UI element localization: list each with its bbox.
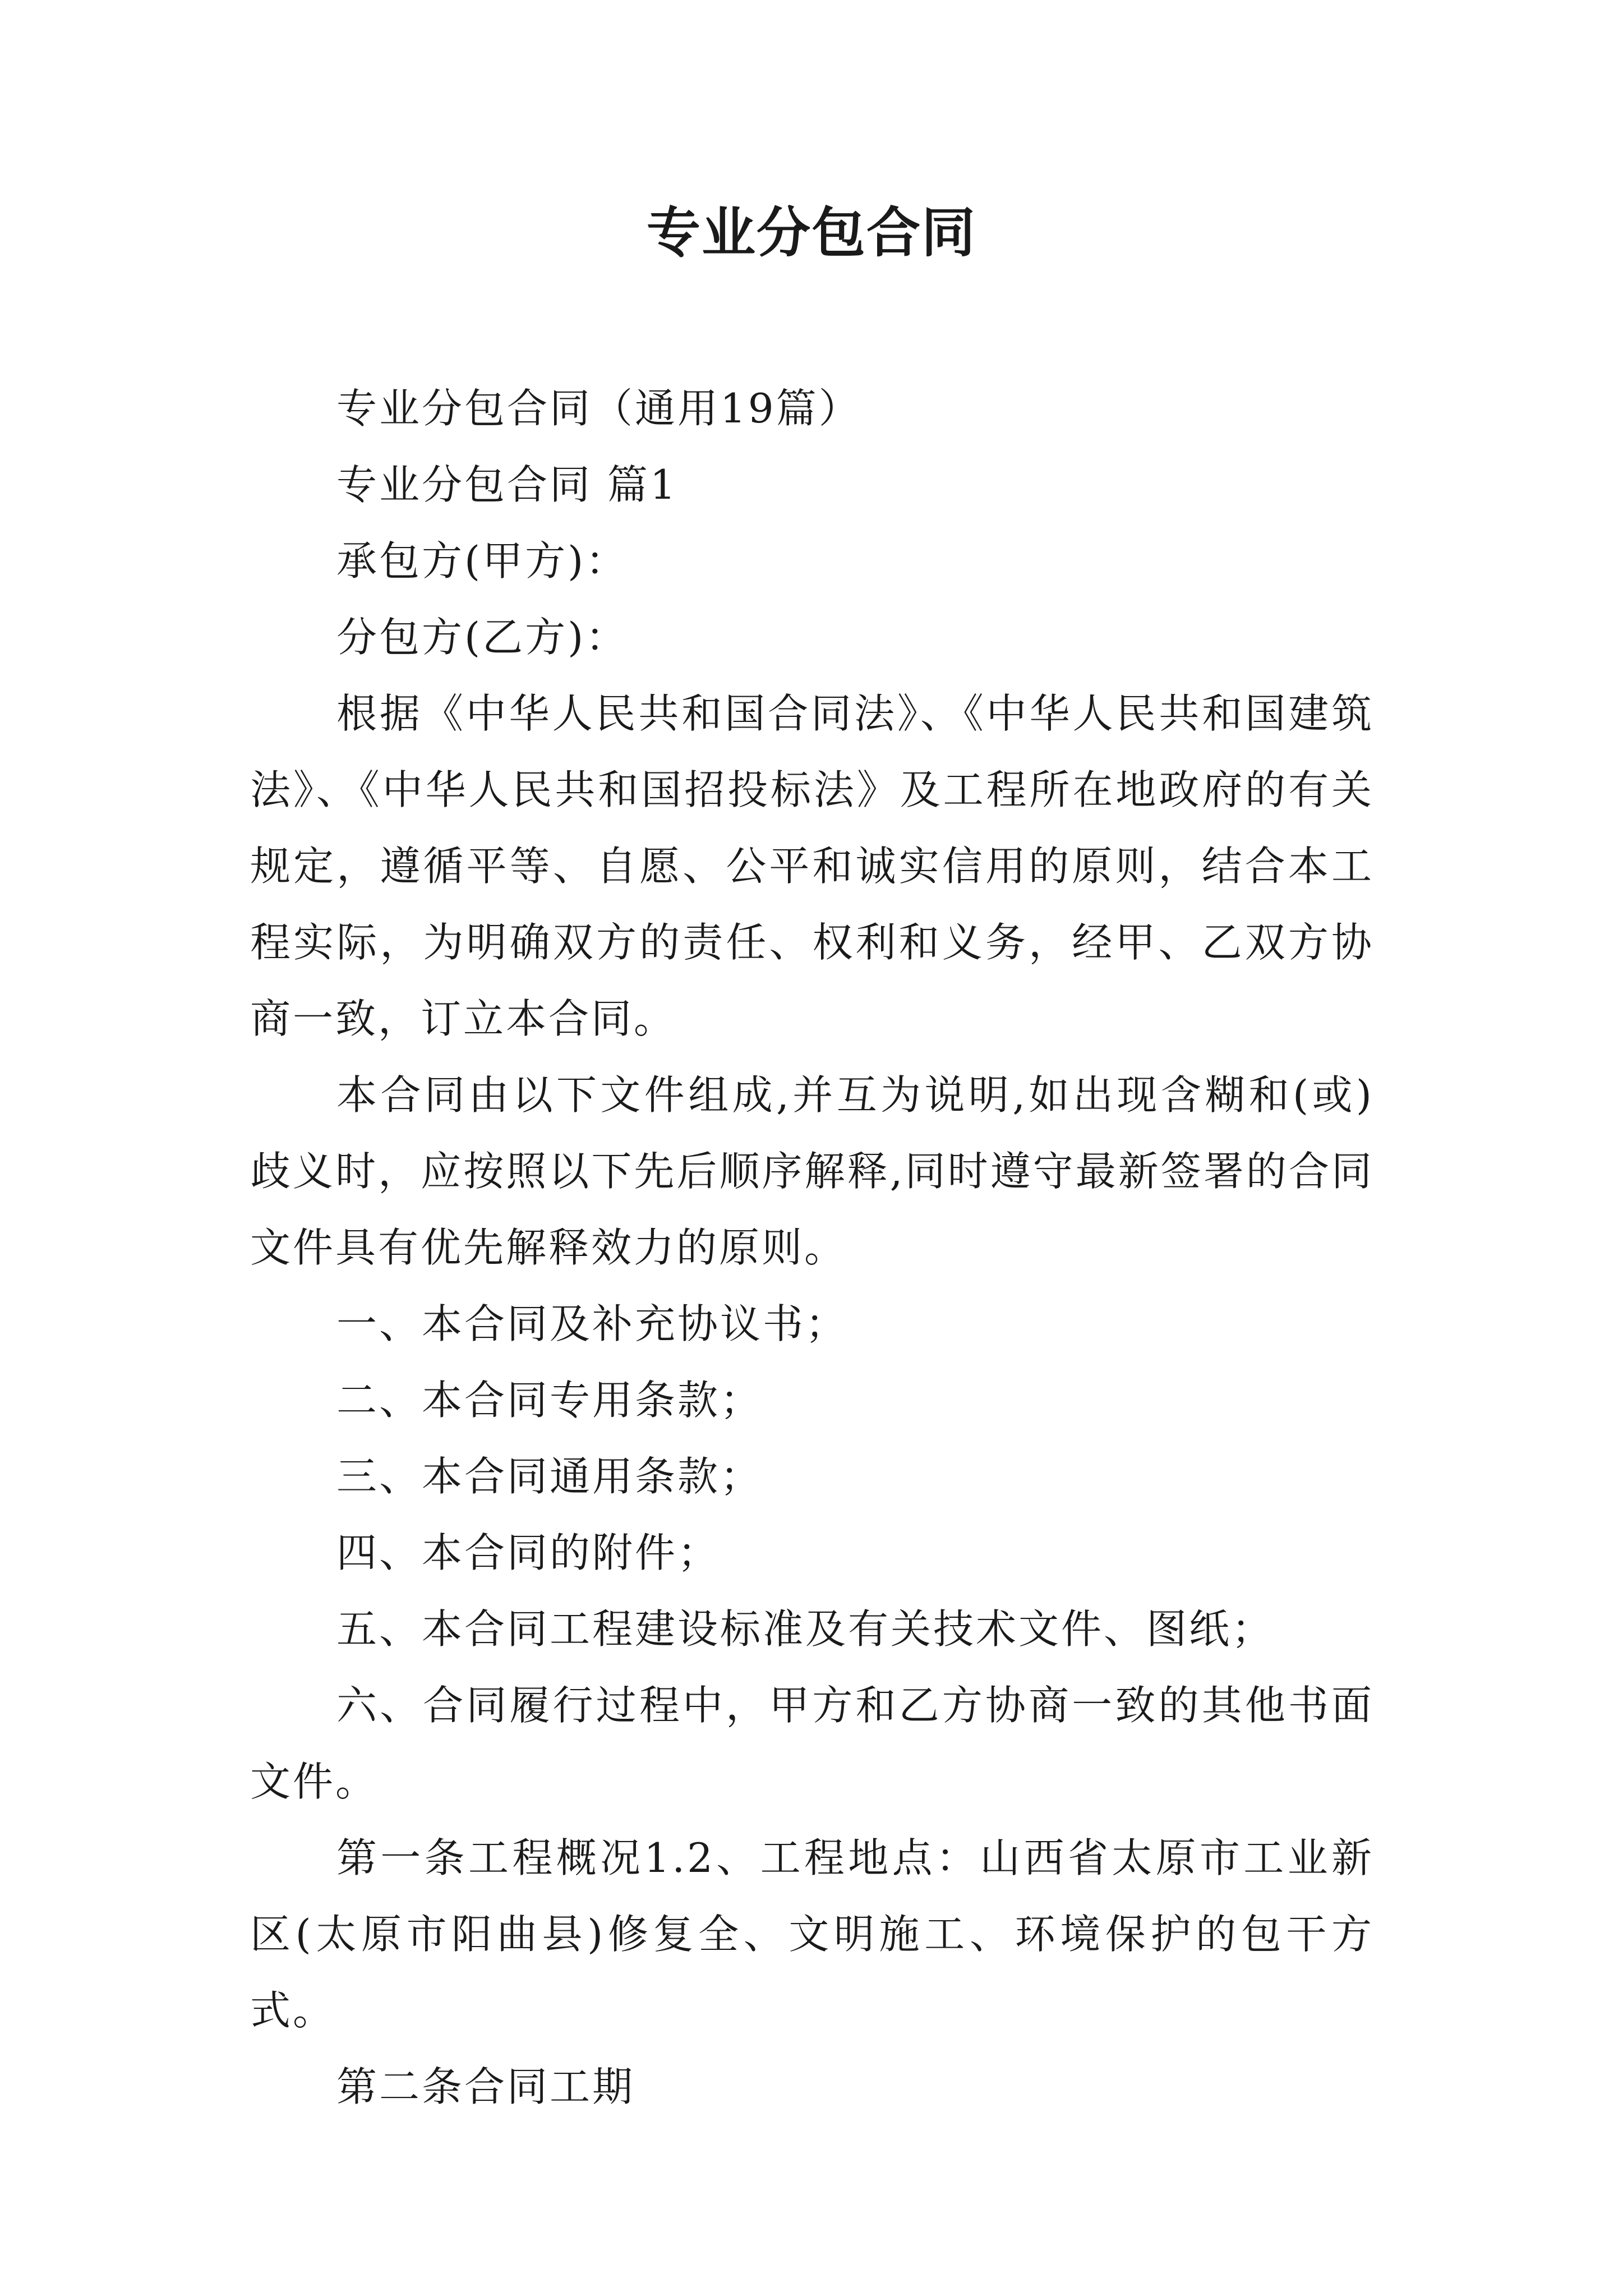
list-item: 一、本合同及补充协议书； bbox=[336, 1300, 849, 1347]
list-item: 六、合同履行过程中，甲方和乙方协商一致的其他书面文件。 bbox=[250, 1682, 1374, 1805]
document-title: 专业分包合同 bbox=[647, 201, 976, 264]
article-one-paragraph: 第一条工程概况1.2、工程地点：山西省太原市工业新区(太原市阳曲县)修复全、文明施工、环境保护的包干方式。 bbox=[250, 1834, 1374, 2034]
composition-paragraph: 本合同由以下文件组成,并互为说明,如出现含糊和(或)歧义时，应按照以下先后顺序解释,同时遵守最新签署的合同文件具有优先解释效力的原则。 bbox=[250, 1071, 1374, 1271]
list-item: 二、本合同专用条款； bbox=[336, 1377, 763, 1424]
list-item: 五、本合同工程建设标准及有关技术文件、图纸； bbox=[336, 1605, 1275, 1653]
document-body bbox=[250, 370, 1374, 2125]
list-item: 三、本合同通用条款； bbox=[336, 1453, 763, 1500]
preamble-paragraph: 根据《中华人民共和国合同法》、《中华人民共和国建筑法》、《中华人民共和国招投标法》及工程所在地政府的有关规定，遵循平等、自愿、公平和诚实信用的原则，结合本工程实际，为明确双方的责任、权利和义务，经甲、乙双方协商一致，订立本合同。 bbox=[250, 690, 1374, 1042]
article-two-heading: 第二条合同工期 bbox=[336, 2063, 635, 2110]
party-b-line: 分包方(乙方)： bbox=[336, 614, 629, 661]
list-item: 四、本合同的附件； bbox=[336, 1529, 721, 1576]
subtitle-paragraph: 专业分包合同（通用19篇） bbox=[336, 385, 861, 432]
party-a-line: 承包方(甲方)： bbox=[336, 537, 629, 585]
section-heading: 专业分包合同 篇1 bbox=[336, 461, 678, 508]
